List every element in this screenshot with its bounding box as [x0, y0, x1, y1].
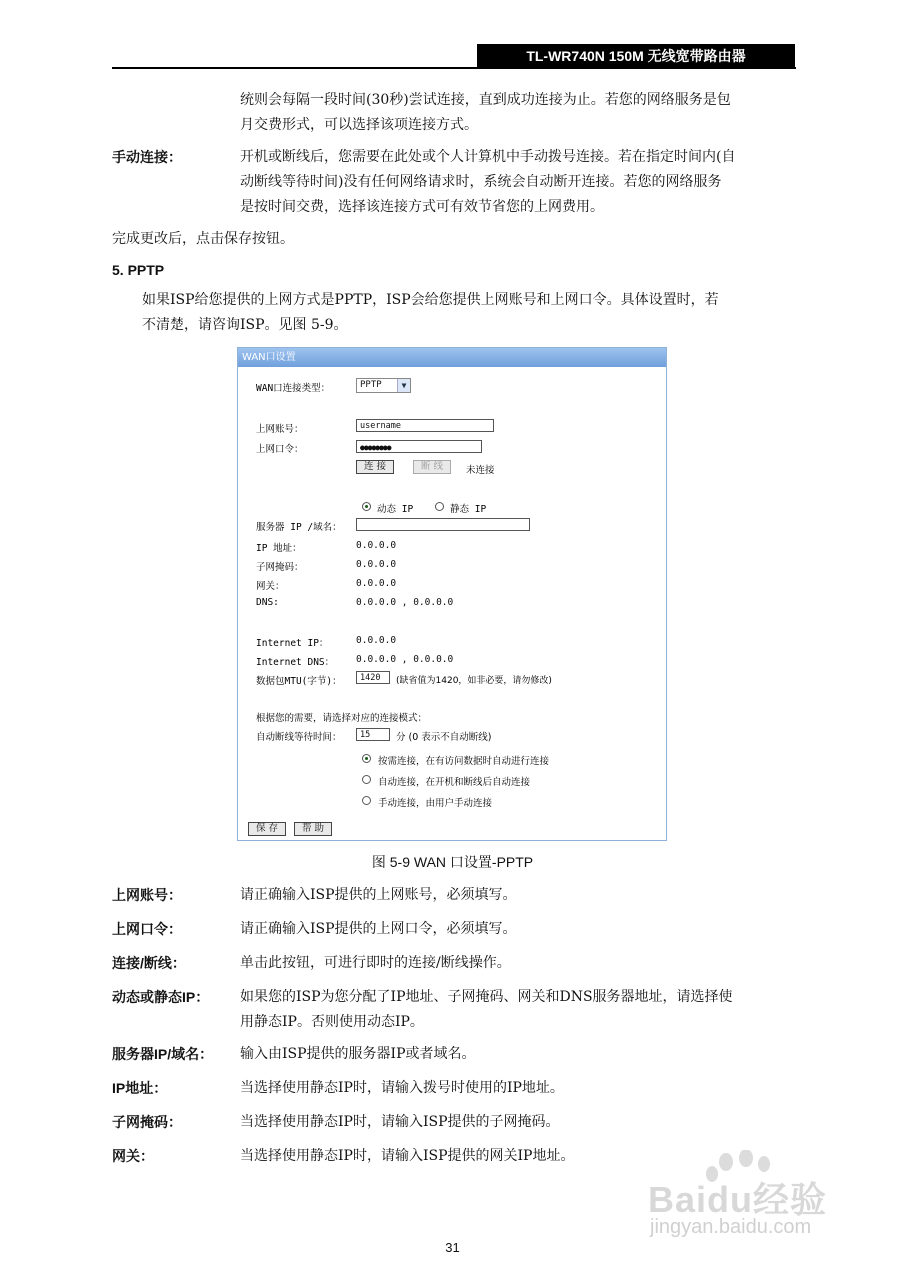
internet-ip-label: Internet IP： [256, 638, 329, 649]
connection-status: 未连接 [466, 465, 495, 476]
def-label: 动态或静态IP： [112, 989, 210, 1005]
radio-mode-on-demand[interactable] [362, 754, 371, 763]
mode-on-demand-label: 按需连接，在有访问数据时自动进行连接 [378, 756, 550, 767]
username-input[interactable]: username [356, 419, 494, 432]
watermark-brand: Baidu经验 [648, 1179, 828, 1220]
header-title: TL-WR740N 150M 无线宽带路由器 [477, 44, 795, 68]
ip-label: IP 地址： [256, 543, 302, 554]
radio-static-ip[interactable] [435, 502, 444, 511]
def-label: 上网账号： [112, 887, 182, 903]
def-label: 连接/断线： [112, 955, 186, 971]
radio-mode-manual[interactable] [362, 796, 371, 805]
mode-auto-label: 自动连接，在开机和断线后自动连接 [378, 777, 531, 788]
gateway-value: 0.0.0.0 [356, 578, 397, 589]
figure-caption: 图 5-9 WAN 口设置-PPTP [371, 854, 534, 870]
internet-dns-label: Internet DNS： [256, 657, 335, 668]
mtu-hint: (缺省值为1420，如非必要，请勿修改) [396, 676, 552, 686]
page-number: 31 [445, 1240, 460, 1255]
section-line-2: 不清楚，请咨询ISP。见图 5-9。 [142, 317, 348, 333]
mask-label: 子网掩码： [256, 562, 304, 573]
connect-button[interactable]: 连 接 [356, 460, 394, 474]
conn-type-value: PPTP [360, 380, 382, 390]
def-text: 如果您的ISP为您分配了IP地址、子网掩码、网关和DNS服务器地址，请选择使 [240, 989, 733, 1005]
def-label: IP地址： [112, 1080, 168, 1096]
def-text: 当选择使用静态IP时，请输入拨号时使用的IP地址。 [240, 1080, 564, 1096]
panel-footer [238, 819, 666, 840]
save-note: 完成更改后，点击保存按钮。 [112, 231, 294, 247]
mtu-label: 数据包MTU(字节)： [256, 676, 342, 687]
idle-time-label: 自动断线等待时间： [256, 732, 342, 743]
radio-dynamic-ip[interactable] [362, 502, 371, 511]
manual-label: 手动连接： [112, 149, 182, 165]
dns-value: 0.0.0.0 , 0.0.0.0 [356, 597, 454, 608]
password-label: 上网口令： [256, 444, 304, 455]
gateway-label: 网关： [256, 581, 285, 592]
server-input[interactable] [356, 518, 530, 531]
idle-time-input[interactable]: 15 [356, 728, 390, 741]
watermark-url: jingyan.baidu.com [650, 1216, 812, 1238]
manual-line-2: 动断线等待时间)没有任何网络请求时，系统会自动断开连接。若您的网络服务 [240, 174, 722, 190]
wan-settings-panel [237, 347, 667, 841]
def-text: 请正确输入ISP提供的上网账号，必须填写。 [240, 887, 517, 903]
internet-ip-value: 0.0.0.0 [356, 635, 397, 646]
idle-time-hint: 分 (0 表示不自动断线) [396, 732, 492, 743]
header-rule [112, 67, 796, 69]
section-title: 5. PPTP [112, 262, 165, 278]
chevron-down-icon[interactable]: ▼ [397, 379, 410, 392]
help-button[interactable]: 帮 助 [294, 822, 332, 836]
radio-mode-auto[interactable] [362, 775, 371, 784]
mtu-input[interactable]: 1420 [356, 671, 390, 684]
def-text: 当选择使用静态IP时，请输入ISP提供的网关IP地址。 [240, 1148, 575, 1164]
def-text: 单击此按钮，可进行即时的连接/断线操作。 [240, 955, 511, 971]
dns-label: DNS: [256, 597, 279, 608]
def-label: 网关： [112, 1148, 154, 1164]
mode-manual-label: 手动连接，由用户手动连接 [378, 798, 493, 809]
save-button[interactable]: 保 存 [248, 822, 286, 836]
def-label: 上网口令： [112, 921, 182, 937]
radio-dynamic-label: 动态 IP [377, 504, 414, 515]
intro-line-1: 统则会每隔一段时间(30秒)尝试连接，直到成功连接为止。若您的网络服务是包 [240, 92, 731, 108]
internet-dns-value: 0.0.0.0 , 0.0.0.0 [356, 654, 454, 665]
server-label: 服务器 IP /域名： [256, 522, 342, 533]
manual-line-3: 是按时间交费，选择该连接方式可有效节省您的上网费用。 [240, 199, 604, 215]
def-text: 请正确输入ISP提供的上网口令，必须填写。 [240, 921, 517, 937]
mode-prompt: 根据您的需要，请选择对应的连接模式： [256, 713, 428, 724]
panel-title: WAN口设置 [238, 348, 666, 367]
manual-line-1: 开机或断线后，您需要在此处或个人计算机中手动拨号连接。若在指定时间内(自 [240, 149, 736, 165]
conn-type-label: WAN口连接类型： [256, 383, 331, 394]
ip-value: 0.0.0.0 [356, 540, 397, 551]
def-text: 输入由ISP提供的服务器IP或者域名。 [240, 1046, 476, 1062]
intro-line-2: 月交费形式，可以选择该项连接方式。 [240, 117, 478, 133]
mask-value: 0.0.0.0 [356, 559, 397, 570]
disconnect-button[interactable]: 断 线 [413, 460, 451, 474]
panel-body [238, 367, 666, 820]
def-label: 服务器IP/域名： [112, 1046, 214, 1062]
password-input[interactable]: ●●●●●●●● [356, 440, 482, 453]
def-label: 子网掩码： [112, 1114, 182, 1130]
def-text-continued: 用静态IP。否则使用动态IP。 [240, 1014, 424, 1030]
username-label: 上网账号： [256, 424, 304, 435]
def-text: 当选择使用静态IP时，请输入ISP提供的子网掩码。 [240, 1114, 560, 1130]
radio-static-label: 静态 IP [450, 504, 487, 515]
conn-type-select[interactable] [356, 378, 411, 393]
section-line-1: 如果ISP给您提供的上网方式是PPTP，ISP会给您提供上网账号和上网口令。具体设置时，若 [142, 292, 719, 308]
